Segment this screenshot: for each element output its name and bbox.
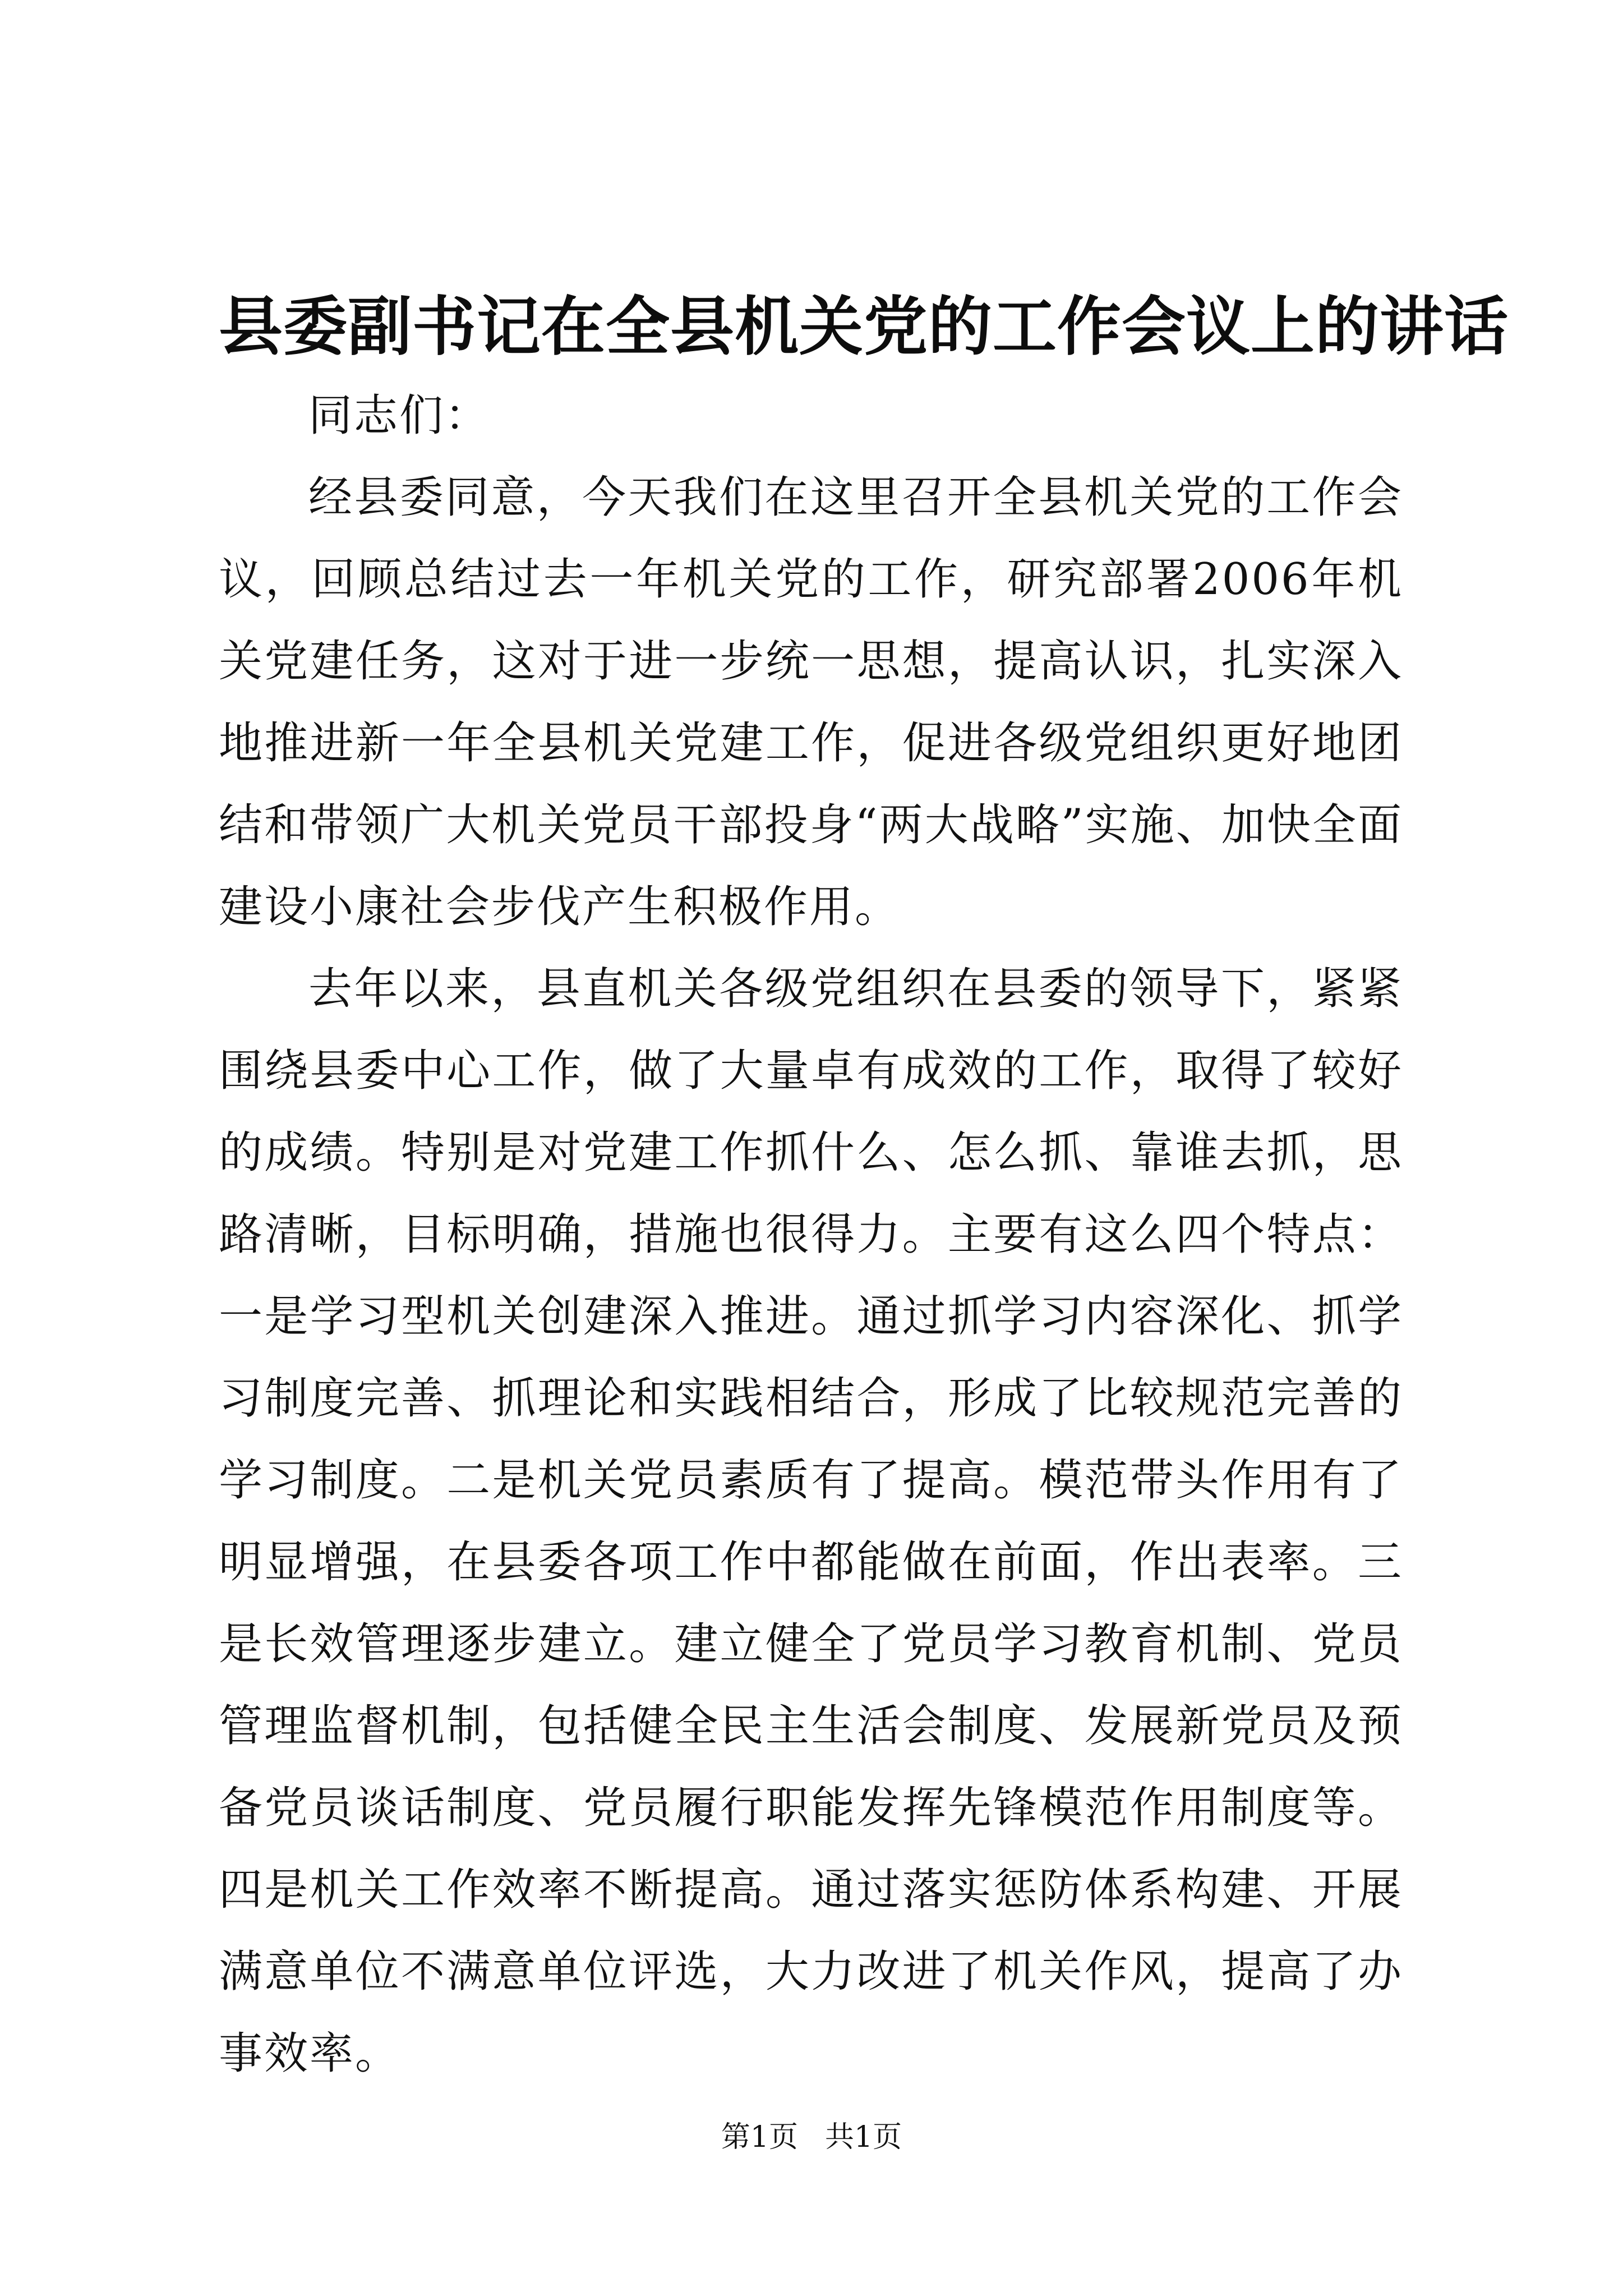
- salutation: 同志们：: [308, 390, 491, 441]
- paragraph-1: 经县委同意，今天我们在这里召开全县机关党的工作会议，回顾总结过去一年机关党的工作，研究部署2006年机关党建任务，这对于进一步统一思想，提高认识，扎实深入地推进新一年全县机关党建工作，促进各级党组织更好地团结和带领广大机关党员干部投身“两大战略”实施、加快全面建设小康社会步伐产生积极作用。: [219, 472, 1403, 932]
- paragraph-2: 去年以来，县直机关各级党组织在县委的领导下，紧紧围绕县委中心工作，做了大量卓有成效的工作，取得了较好的成绩。特别是对党建工作抓什么、怎么抓、靠谁去抓，思路清晰，目标明确，措施也很得力。主要有这么四个特点：一是学习型机关创建深入推进。通过抓学习内容深化、抓学习制度完善、抓理论和实践相结合，形成了比较规范完善的学习制度。二是机关党员素质有了提高。模范带头作用有了明显增强，在县委各项工作中都能做在前面，作出表率。三是长效管理逐步建立。建立健全了党员学习教育机制、党员管理监督机制，包括健全民主生活会制度、发展新党员及预备党员谈话制度、党员履行职能发挥先锋模范作用制度等。四是机关工作效率不断提高。通过落实惩防体系构建、开展满意单位不满意单位评选，大力改进了机关作风，提高了办事效率。: [219, 964, 1403, 2079]
- page-number-total: 共1页: [825, 2120, 902, 2154]
- page-footer: [0, 2118, 1623, 2157]
- document-body: [219, 375, 1403, 2095]
- page-number-current: 第1页: [721, 2120, 798, 2154]
- document-title: 县委副书记在全县机关党的工作会议上的讲话: [219, 289, 1509, 364]
